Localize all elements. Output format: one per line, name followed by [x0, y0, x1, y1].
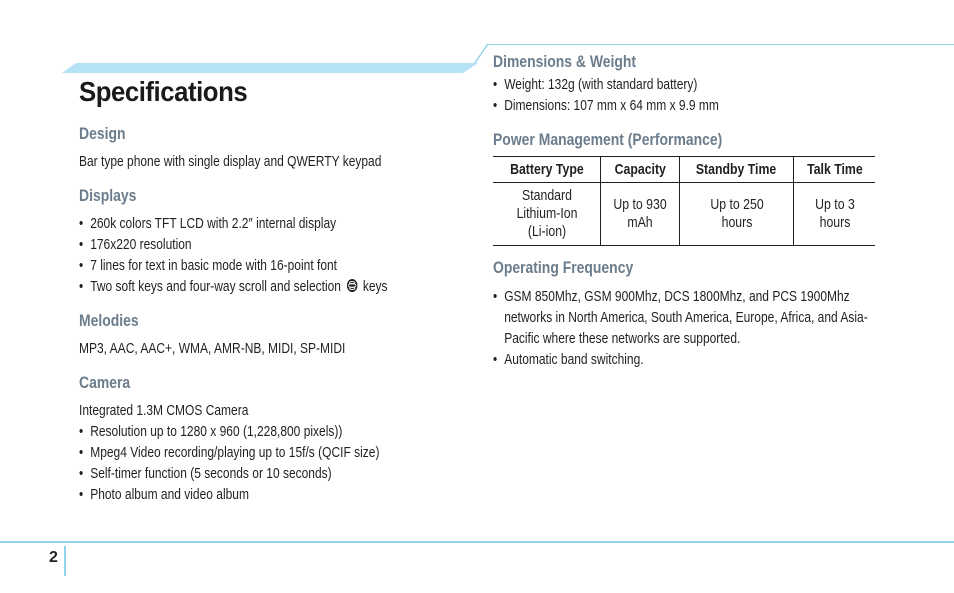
- melodies-heading: Melodies: [79, 311, 139, 330]
- camera-heading: Camera: [79, 373, 131, 392]
- design-heading: Design: [79, 124, 126, 143]
- footer-rule: [0, 541, 954, 543]
- design-section: [79, 124, 479, 172]
- list-item: • Self-timer function (5 seconds or 10 seconds): [79, 463, 399, 484]
- table-cell: Up to 3 hours: [794, 183, 876, 246]
- list-item: • GSM 850Mhz, GSM 900Mhz, DCS 1800Mhz, and PCS 1900Mhz networks in North America, South America, Europe, Africa, and Asia-Pacific where these networks are supported.: [493, 286, 880, 349]
- table-header-row: [493, 157, 875, 183]
- melodies-section: [79, 311, 479, 359]
- right-column: [493, 52, 878, 370]
- dimensions-heading: Dimensions & Weight: [493, 52, 637, 71]
- table-cell: Up to 930 mAh: [601, 183, 680, 246]
- dimensions-section: [493, 52, 878, 116]
- power-section: [493, 130, 878, 246]
- frequency-heading: Operating Frequency: [493, 258, 634, 277]
- displays-heading: Displays: [79, 186, 137, 205]
- table-cell: Up to 250 hours: [680, 183, 794, 246]
- header-band-fill: [62, 63, 478, 73]
- table-header-cell: Capacity: [601, 157, 680, 183]
- navigation-key-icon: [346, 278, 358, 293]
- power-table: [493, 156, 875, 246]
- table-header-cell: Standby Time: [680, 157, 794, 183]
- list-item-text: keys: [362, 278, 388, 295]
- table-header-cell: Talk Time: [794, 157, 876, 183]
- power-heading: Power Management (Performance): [493, 130, 723, 149]
- list-item: • Photo album and video album: [79, 484, 399, 505]
- left-column: [79, 76, 479, 505]
- design-text: Bar type phone with single display and QWERTY keypad: [79, 153, 382, 170]
- melodies-text: MP3, AAC, AAC+, WMA, AMR-NB, MIDI, SP-MIDI: [79, 340, 346, 357]
- camera-text: Integrated 1.3M CMOS Camera: [79, 402, 249, 419]
- list-item: • Dimensions: 107 mm x 64 mm x 9.9 mm: [493, 95, 801, 116]
- table-cell: Standard Lithium-Ion (Li-ion): [493, 183, 601, 246]
- page-number-divider: [64, 546, 66, 576]
- displays-section: [79, 186, 479, 297]
- table-row: [493, 183, 875, 246]
- camera-list: [79, 421, 479, 505]
- page-number: 2: [49, 549, 58, 566]
- list-item-text: Two soft keys and four-way scroll and selection: [90, 278, 341, 295]
- list-item: • 176x220 resolution: [79, 234, 399, 255]
- dimensions-list: [493, 74, 878, 116]
- list-item: • Weight: 132g (with standard battery): [493, 74, 801, 95]
- list-item: • Resolution up to 1280 x 960 (1,228,800 pixels)): [79, 421, 399, 442]
- frequency-section: [493, 258, 878, 370]
- list-item: [79, 276, 399, 297]
- list-item: • Mpeg4 Video recording/playing up to 15f/s (QCIF size): [79, 442, 399, 463]
- table-header-cell: Battery Type: [493, 157, 601, 183]
- frequency-list: [493, 286, 878, 370]
- list-item: • 7 lines for text in basic mode with 16-point font: [79, 255, 399, 276]
- list-item: • Automatic band switching.: [493, 349, 801, 370]
- displays-list: [79, 213, 479, 297]
- page-title: Specifications: [79, 76, 248, 107]
- list-item: • 260k colors TFT LCD with 2.2″ internal display: [79, 213, 399, 234]
- camera-section: [79, 373, 479, 505]
